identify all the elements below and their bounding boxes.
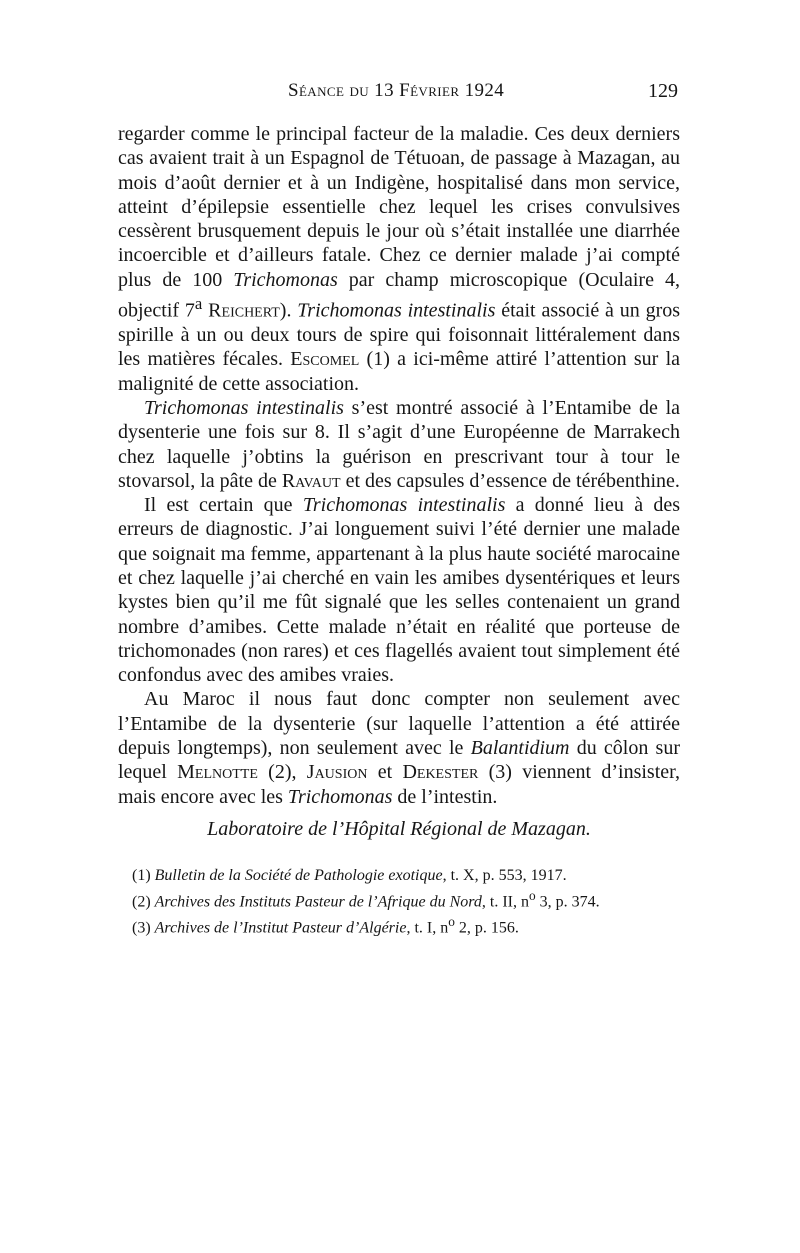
text-run: ).: [279, 299, 298, 322]
text-run: s’est montré associé à l’Entamibe de la dysenterie une fois sur 8. Il s’agit d’une Européenne de Marrakech chez laquelle j’obtins la guérison en prescrivant tour à tour le stovarsol, la pâte de: [118, 396, 680, 492]
italic-text: Trichomonas: [287, 785, 393, 808]
text-run: par champ microscopique (Oculaire 4, objectif 7: [118, 268, 680, 322]
footnotes: [132, 866, 692, 939]
text-run: Il est certain que: [144, 494, 303, 517]
text-run: (2),: [257, 761, 307, 784]
laboratory-signature: Laboratoire de l’Hôpital Régional de Mazagan.: [207, 818, 591, 840]
superscript: a: [194, 294, 203, 314]
page-number: 129: [648, 80, 678, 102]
text-run: , t. I, n: [406, 919, 449, 937]
paragraph: [118, 396, 680, 493]
author-name: Ravaut: [281, 469, 341, 492]
author-name: Melnotte: [177, 761, 258, 784]
footnote: [132, 912, 692, 938]
text-run: du côlon sur lequel: [118, 737, 680, 784]
text-run: , t. X, p. 553, 1917.: [442, 867, 567, 884]
italic-text: Trichomonas intestinalis: [302, 494, 506, 517]
author-name: Reichert: [208, 299, 280, 322]
italic-text: Archives de l’Institut Pasteur d’Algérie: [154, 919, 407, 937]
italic-text: Trichomonas: [233, 268, 338, 291]
author-name: Jausion: [306, 761, 368, 784]
body-text: [118, 122, 680, 809]
text-run: (2): [132, 893, 155, 911]
text-run: 2, p. 156.: [454, 919, 519, 937]
italic-text: Trichomonas intestinalis: [297, 299, 496, 322]
text-run: (1) a ici-même attiré l’attention sur la malignité de cette association.: [118, 348, 681, 395]
text-run: de l’intestin.: [392, 785, 498, 808]
text-run: a donné lieu à des erreurs de diagnostic. J’ai longuement suivi l’été dernier une malade que soignait ma femme, appartenant à la plus haute société marocaine et chez laquelle j’ai cherché en vain les amibes dysentériques et leurs kystes bien qu’il me fût signalé que les selles contenaient un grand nombre d’amibes. Cette malade n’était en réalité que porteuse de trichomonades (non rares) et ces flagellés avaient tout simplement été confondus avec des amibes vraies.: [118, 494, 681, 687]
text-run: , t. II, n: [481, 893, 529, 911]
author-name: Dekester: [402, 761, 479, 784]
footnote: [132, 866, 692, 886]
text-run: (3) viennent d’insister, mais encore avec les: [118, 761, 680, 808]
text-run: et: [367, 761, 403, 784]
paragraph: [118, 122, 680, 396]
text-run: regarder comme le principal facteur de la maladie. Ces deux derniers cas avaient trait à un Espagnol de Tétuoan, de passage à Mazagan, au mois d’août dernier et à un Indigène, hospitalisé dans mon service, atteint d’épilepsie essentielle chez lequel les crises convulsives cessèrent brusquement depuis le jour où s’était installée une diarrhée incoercible et d’ailleurs fatale. Chez ce dernier malade j’ai compté plus de 100: [118, 123, 680, 291]
text-run: 3, p. 374.: [535, 893, 600, 911]
author-name: Escomel: [290, 348, 360, 371]
text-run: était associé à un gros spirille à un ou deux tours de spire qui foisonnait littéralement dans les matières fécales.: [118, 299, 681, 371]
paragraph: [118, 493, 680, 687]
superscript: o: [448, 914, 455, 930]
text-run: (3): [132, 919, 155, 937]
paragraph: [118, 687, 680, 808]
running-head: [118, 80, 678, 108]
footnote: [132, 886, 692, 912]
italic-text: Trichomonas intestinalis: [144, 396, 344, 419]
text-run: et des capsules d’essence de térébenthine.: [340, 469, 680, 492]
text-run: Au Maroc il nous faut donc compter non seulement avec l’Entamibe de la dysenterie (sur laquelle l’attention a été attirée depuis longtemps), non seulement avec le: [118, 688, 680, 760]
running-head-title: Séance du 13 Février 1924: [288, 80, 505, 101]
italic-text: Archives des Instituts Pasteur de l’Afrique du Nord: [154, 893, 482, 911]
italic-text: Bulletin de la Société de Pathologie exotique: [154, 867, 443, 884]
superscript: o: [528, 888, 536, 903]
text-run: (1): [132, 867, 155, 884]
italic-text: Balantidium: [470, 737, 570, 760]
